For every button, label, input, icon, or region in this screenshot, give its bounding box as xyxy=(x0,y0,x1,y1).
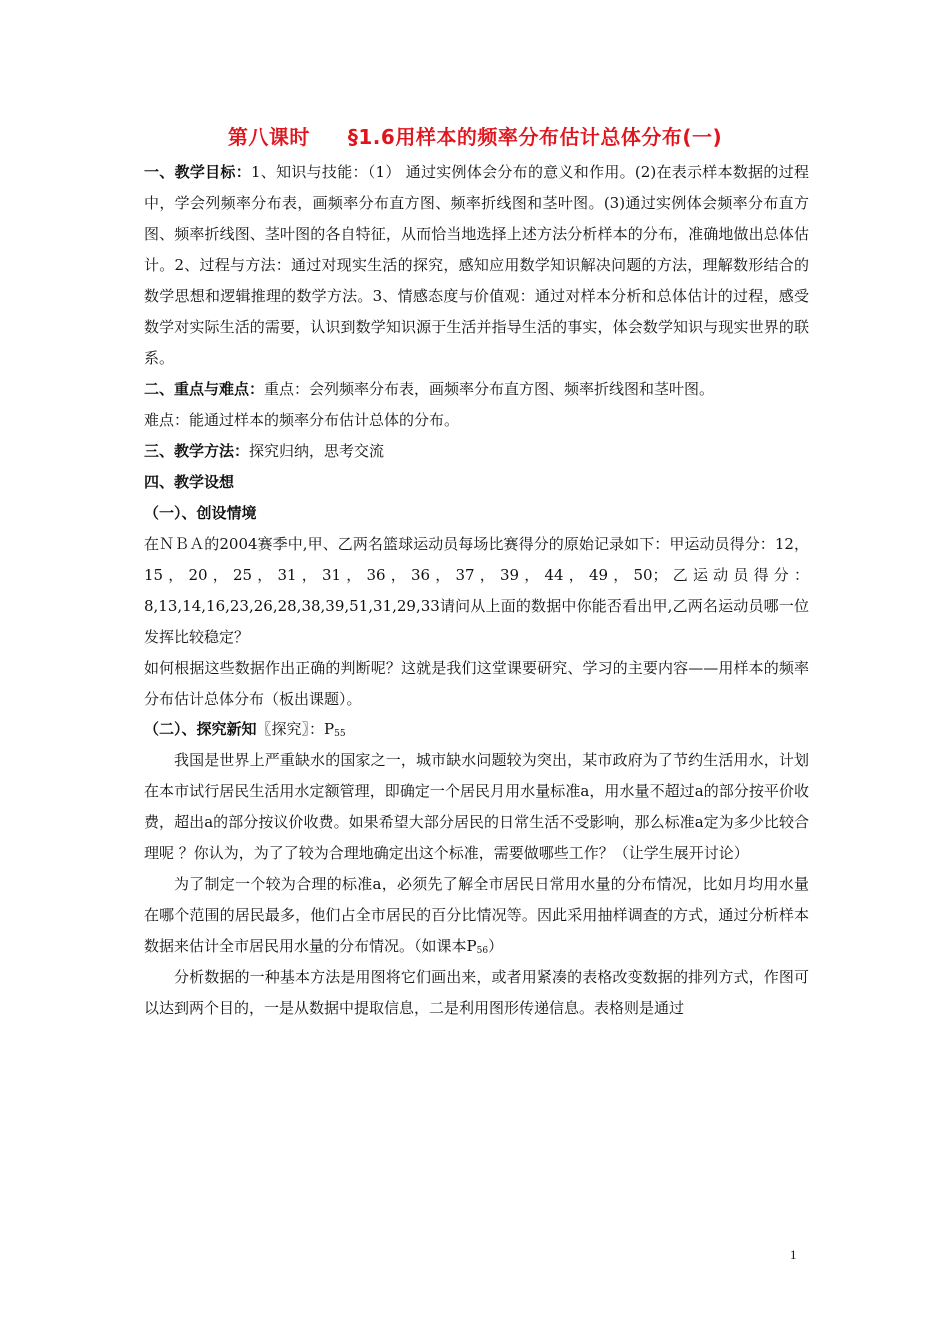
page-title xyxy=(0,121,950,150)
part-heading-explore: （二）、探究新知 xyxy=(144,720,257,738)
part-situation-question: 如何根据这些数据作出正确的判断呢？这就是我们这堂课要研究、学习的主要内容——用样本的频率分布估计总体分布（板出课题）。 xyxy=(144,659,809,708)
page-number: 1 xyxy=(790,1247,797,1262)
section-teaching-method xyxy=(144,436,809,467)
section-text: 1、知识与技能：（1） 通过实例体会分布的意义和作用。(2)在表示样本数据的过程中，学会列频率分布表，画频率分布直方图、频率折线图和茎叶图。(3)通过实例体会频率分布直方图、频率折线图、茎叶图的各自特征，从而恰当地选择上述方法分析样本的分布，准确地做出总体估计。2、过程与方法：通过对现实生活的探究，感知应用数学知识解决问题的方法，理解数形结合的数学思想和逻辑推理的数学方法。3、情感态度与价值观：通过对样本分析和总体估计的过程，感受数学对实际生活的需要，认识到数学知识源于生活并指导生活的事实，体会数学知识与现实世界的联系。 xyxy=(144,163,809,367)
section-teaching-design: 四、教学设想 xyxy=(144,473,235,491)
section-teaching-goals xyxy=(144,157,809,374)
explore-paragraph-1: 我国是世界上严重缺水的国家之一，城市缺水问题较为突出，某市政府为了节约生活用水，计划在本市试行居民生活用水定额管理，即确定一个居民月用水量标准a，用水量不超过a的部分按平价收费，超出a的部分按议价收费。如果希望大部分居民的日常生活不受影响，那么标准a定为多少比较合理呢 ？你认为，为了了较为合理地确定出这个标准，需要做哪些工作？（让学生展开讨论） xyxy=(144,751,809,862)
part-heading-situation: （一）、创设情境 xyxy=(144,504,257,522)
section-difficult-points: 难点：能通过样本的频率分布估计总体的分布。 xyxy=(144,411,460,429)
section-heading: 一、教学目标： xyxy=(144,163,251,181)
paragraph-text-end: ） xyxy=(488,937,504,955)
paragraph-page-ref: 56 xyxy=(476,946,489,956)
section-heading: 二、重点与难点： xyxy=(144,380,265,398)
explore-paragraph-3: 分析数据的一种基本方法是用图将它们画出来，或者用紧凑的表格改变数据的排列方式，作图可以达到两个目的，一是从数据中提取信息，二是利用图形传递信息。表格则是通过 xyxy=(144,968,809,1017)
explore-paragraph-2 xyxy=(144,869,809,962)
explore-tag: 〖探究〗：P xyxy=(256,720,335,738)
section-key-points xyxy=(144,374,809,405)
section-text: 探究归纳，思考交流 xyxy=(249,442,385,460)
section-text: 重点：会列频率分布表，画频率分布直方图、频率折线图和茎叶图。 xyxy=(264,380,715,398)
part-situation-text: 在ＮＢＡ的2004赛季中,甲、乙两名篮球运动员每场比赛得分的原始记录如下：甲运动员得分：12，15，20，25，31，31，36，36，37，39，44，49，50；乙运动员得分：8,13,14,16,23,26,28,38,39,51,31,29,33请问从上面的数据中你能否看出甲,乙两名运动员哪一位发挥比较稳定？ xyxy=(144,535,809,646)
lesson-topic: §1.6用样本的频率分布估计总体分布(一) xyxy=(347,125,723,149)
section-heading: 三、教学方法： xyxy=(144,442,250,460)
explore-tag-page: 55 xyxy=(334,729,346,739)
part-explore-heading-line xyxy=(144,714,809,745)
document-body xyxy=(144,157,809,1024)
lesson-label: 第八课时 xyxy=(227,125,310,149)
paragraph-text: 为了制定一个较为合理的标准a，必须先了解全市居民日常用水量的分布情况，比如月均用水量在哪个范围的居民最多，他们占全市居民的百分比情况等。因此采用抽样调查的方式，通过分析样本数据来估计全市居民用水量的分布情况。（如课本P xyxy=(144,875,809,955)
